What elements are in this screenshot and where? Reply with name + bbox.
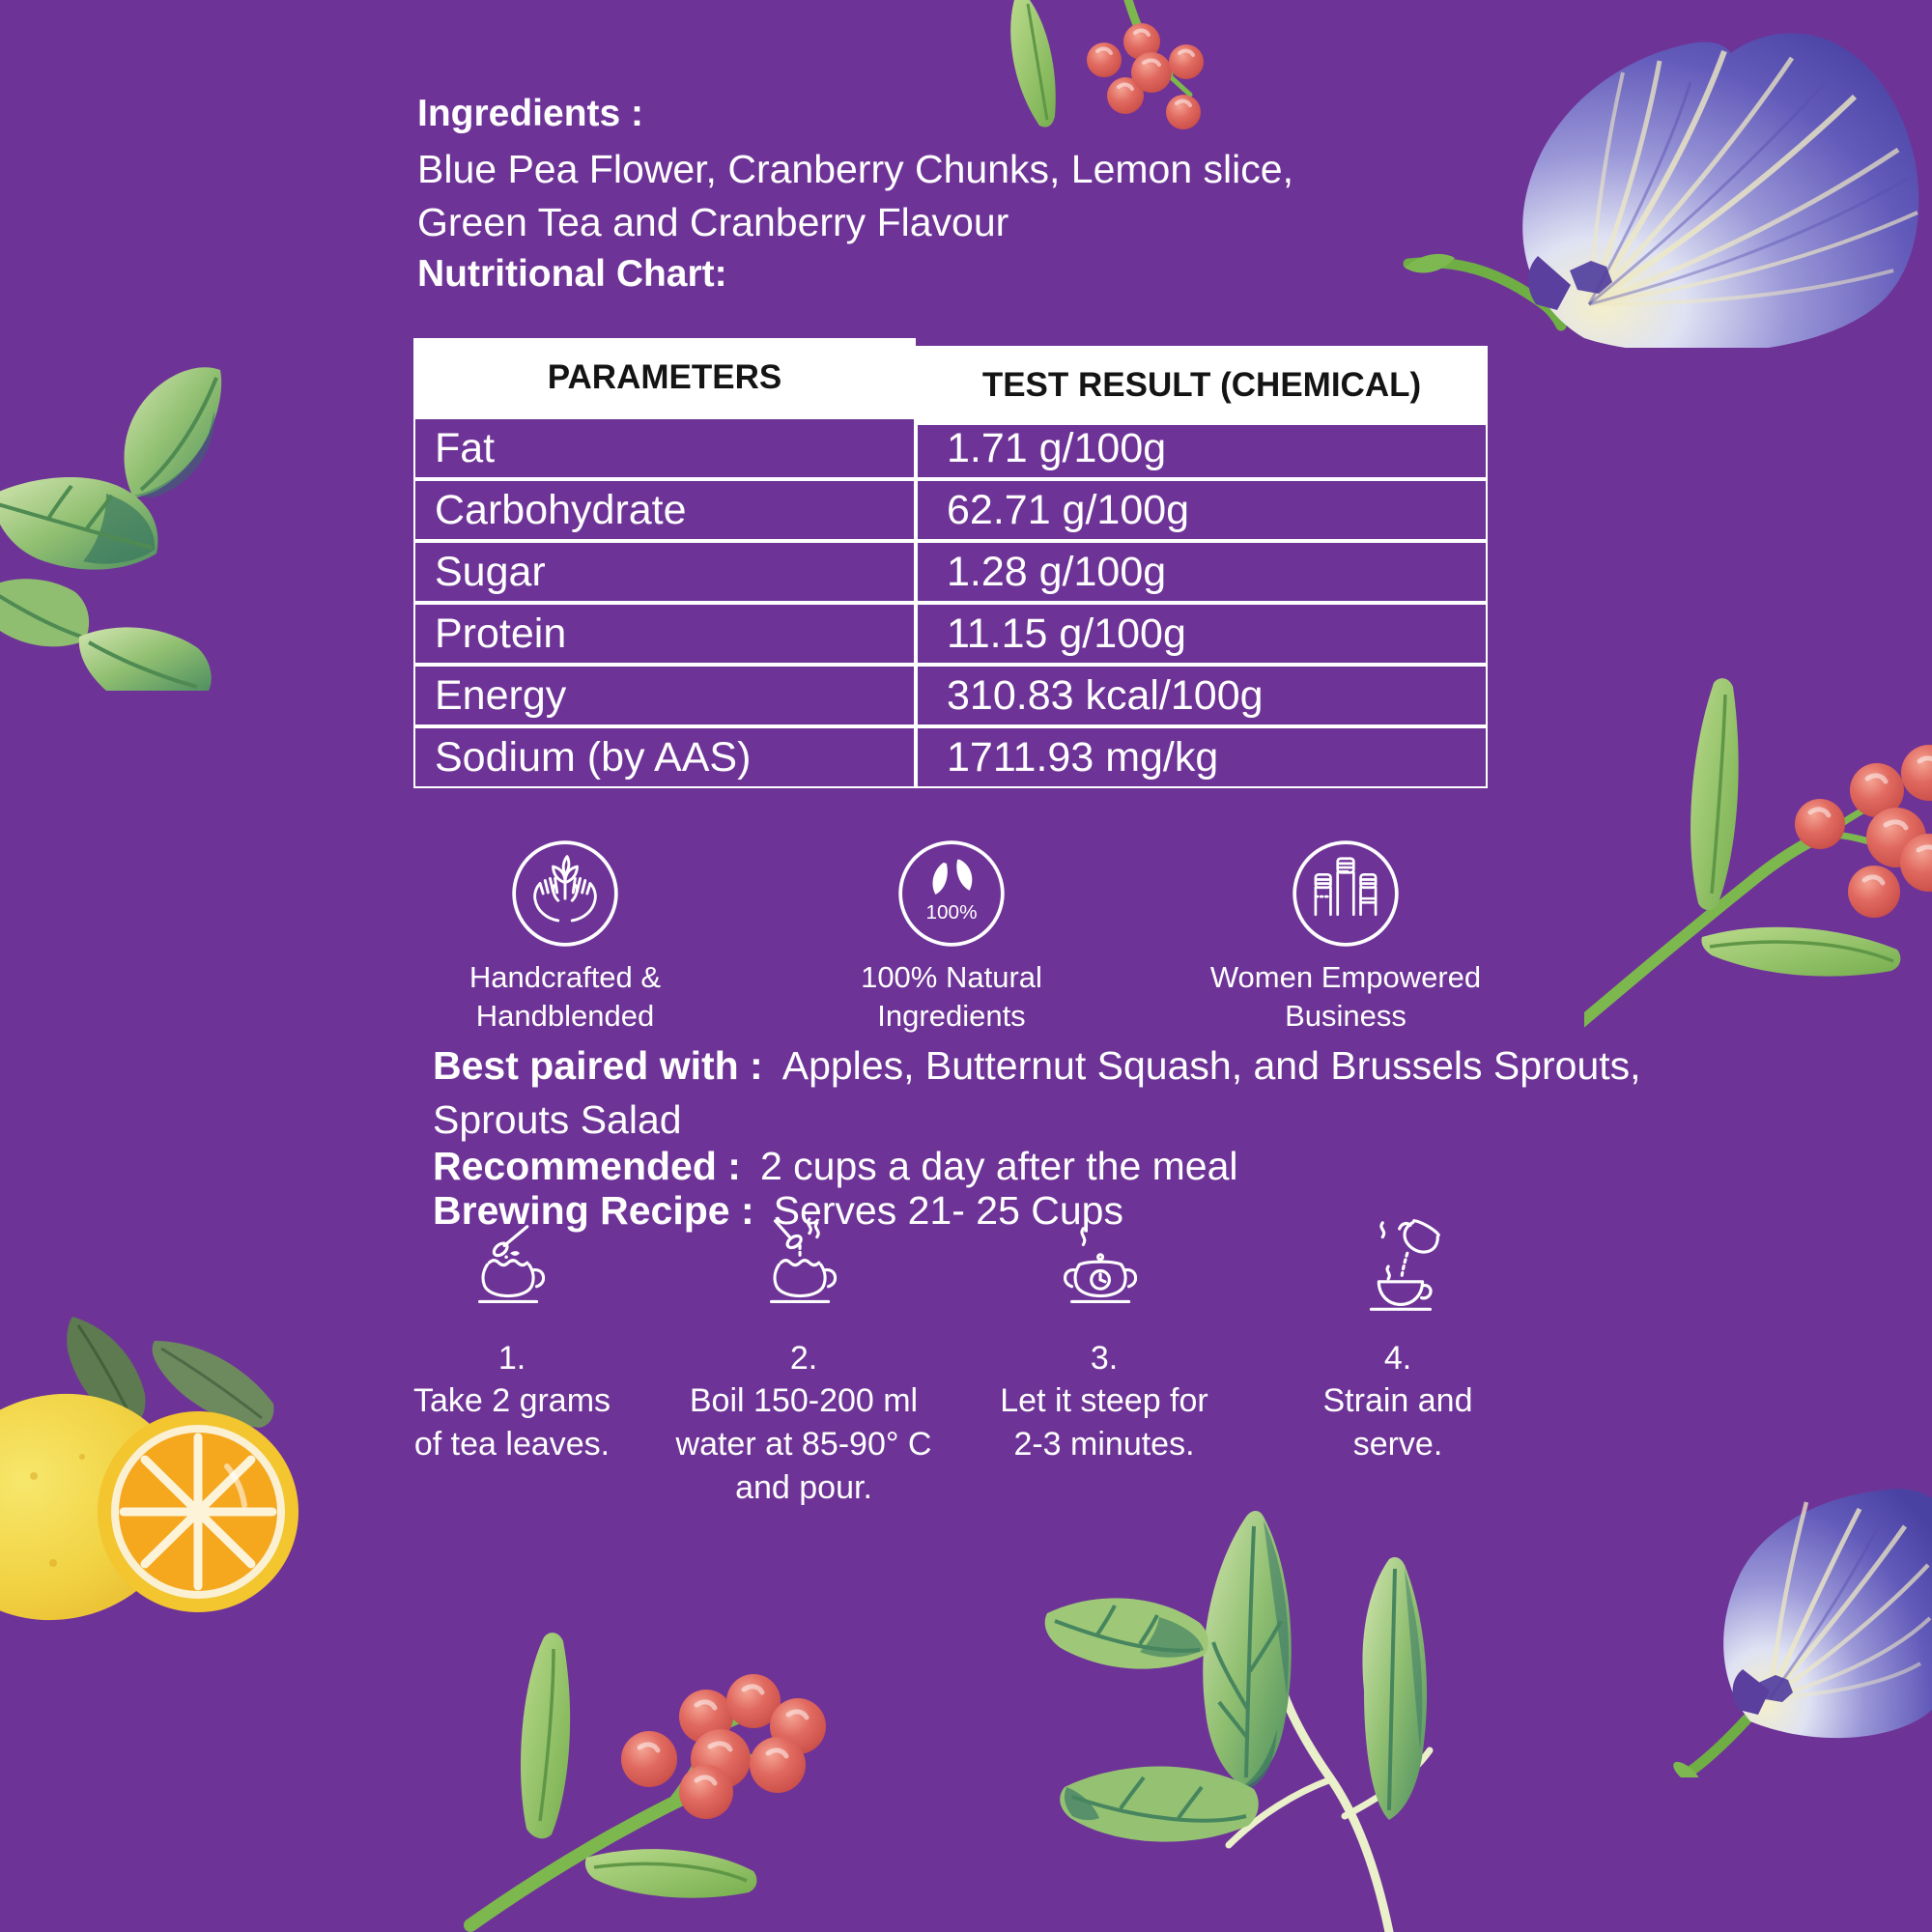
- nutrition-table: [413, 338, 1488, 788]
- step-text: Boil 150-200 ml: [689, 1382, 919, 1419]
- svg-text:100%: 100%: [925, 900, 978, 923]
- best-paired-line-2: Sprouts Salad: [433, 1097, 682, 1142]
- value-cell: 1.71 g/100g: [916, 417, 1488, 479]
- step-text: of tea leaves.: [413, 1426, 611, 1463]
- step-number: 4.: [1383, 1340, 1412, 1377]
- parameter-cell: Sodium (by AAS): [413, 726, 916, 788]
- ingredients-line-2: Green Tea and Cranberry Flavour: [417, 200, 1009, 244]
- step-text: and pour.: [735, 1469, 872, 1506]
- badge-women-empowered: [1172, 838, 1520, 1036]
- step-number: 3.: [1090, 1340, 1119, 1377]
- brewing-step-1: [362, 1213, 662, 1466]
- value-cell: 11.15 g/100g: [916, 603, 1488, 665]
- step-number: 1.: [497, 1340, 526, 1377]
- best-paired-text: Apples, Butternut Squash, and Brussels Sprouts,: [781, 1043, 1641, 1088]
- badge-natural: [778, 838, 1125, 1036]
- recommended-line: [433, 1144, 1238, 1189]
- badge-label: 100% Natural Ingredients: [861, 960, 1042, 1033]
- brewing-recipe-label: Brewing Recipe :: [433, 1188, 754, 1233]
- recommended-label: Recommended :: [433, 1144, 741, 1188]
- nutritional-chart-heading: Nutritional Chart:: [417, 253, 727, 295]
- step-number: 2.: [789, 1340, 818, 1377]
- brewing-recipe-text: Serves 21- 25 Cups: [773, 1188, 1123, 1233]
- brewing-step-2: [654, 1213, 953, 1510]
- step-text: Take 2 grams: [412, 1382, 611, 1419]
- badge-label: Handcrafted & Handblended: [469, 960, 662, 1033]
- ingredients-line-1: Blue Pea Flower, Cranberry Chunks, Lemon slice,: [417, 147, 1293, 191]
- best-paired-line: [433, 1043, 1641, 1089]
- parameter-cell: Carbohydrate: [413, 479, 916, 541]
- parameter-cell: Sugar: [413, 541, 916, 603]
- boil-water-kettle-icon: [747, 1213, 861, 1327]
- parameter-cell: Energy: [413, 665, 916, 726]
- raised-fists-icon: [1291, 838, 1401, 949]
- brewing-step-4: [1248, 1213, 1548, 1466]
- parameter-cell: Protein: [413, 603, 916, 665]
- tea-leaves-left-illustration: [0, 304, 251, 691]
- strain-serve-cup-icon: [1341, 1213, 1455, 1327]
- parameter-cell: Fat: [413, 417, 916, 479]
- blue-pea-flower-bottom-illustration: [1662, 1401, 1932, 1777]
- step-text: 2-3 minutes.: [1013, 1426, 1195, 1463]
- value-cell: 1.28 g/100g: [916, 541, 1488, 603]
- table-header-parameters: PARAMETERS: [413, 338, 916, 417]
- hands-holding-sprout-icon: [510, 838, 620, 949]
- step-text: Let it steep for: [1000, 1382, 1208, 1419]
- natural-leaves-icon: [896, 838, 1007, 949]
- cranberry-sprig-top-illustration: [985, 0, 1304, 155]
- step-text: serve.: [1352, 1426, 1443, 1463]
- lemons-illustration: [0, 1312, 304, 1631]
- value-cell: 1711.93 mg/kg: [916, 726, 1488, 788]
- add-tea-leaves-teapot-icon: [455, 1213, 569, 1327]
- value-cell: 310.83 kcal/100g: [916, 665, 1488, 726]
- brewing-step-3: [954, 1213, 1254, 1466]
- badge-label: Women Empowered Business: [1209, 960, 1482, 1033]
- best-paired-label: Best paired with :: [433, 1043, 763, 1088]
- tea-leaves-bottom-illustration: [1005, 1497, 1468, 1932]
- blue-pea-flower-top-illustration: [1391, 14, 1932, 348]
- badge-handcrafted: [391, 838, 739, 1036]
- value-cell: 62.71 g/100g: [916, 479, 1488, 541]
- ingredients-heading: Ingredients :: [417, 93, 644, 134]
- cranberry-sprig-bottom-illustration: [459, 1618, 874, 1932]
- cranberry-branch-right-illustration: [1584, 652, 1932, 1038]
- step-text: water at 85-90° C: [675, 1426, 932, 1463]
- step-text: Strain and: [1322, 1382, 1473, 1419]
- steep-timer-teapot-icon: [1047, 1213, 1161, 1327]
- recommended-text: 2 cups a day after the meal: [759, 1144, 1238, 1188]
- table-header-test-result: TEST RESULT (CHEMICAL): [916, 346, 1488, 425]
